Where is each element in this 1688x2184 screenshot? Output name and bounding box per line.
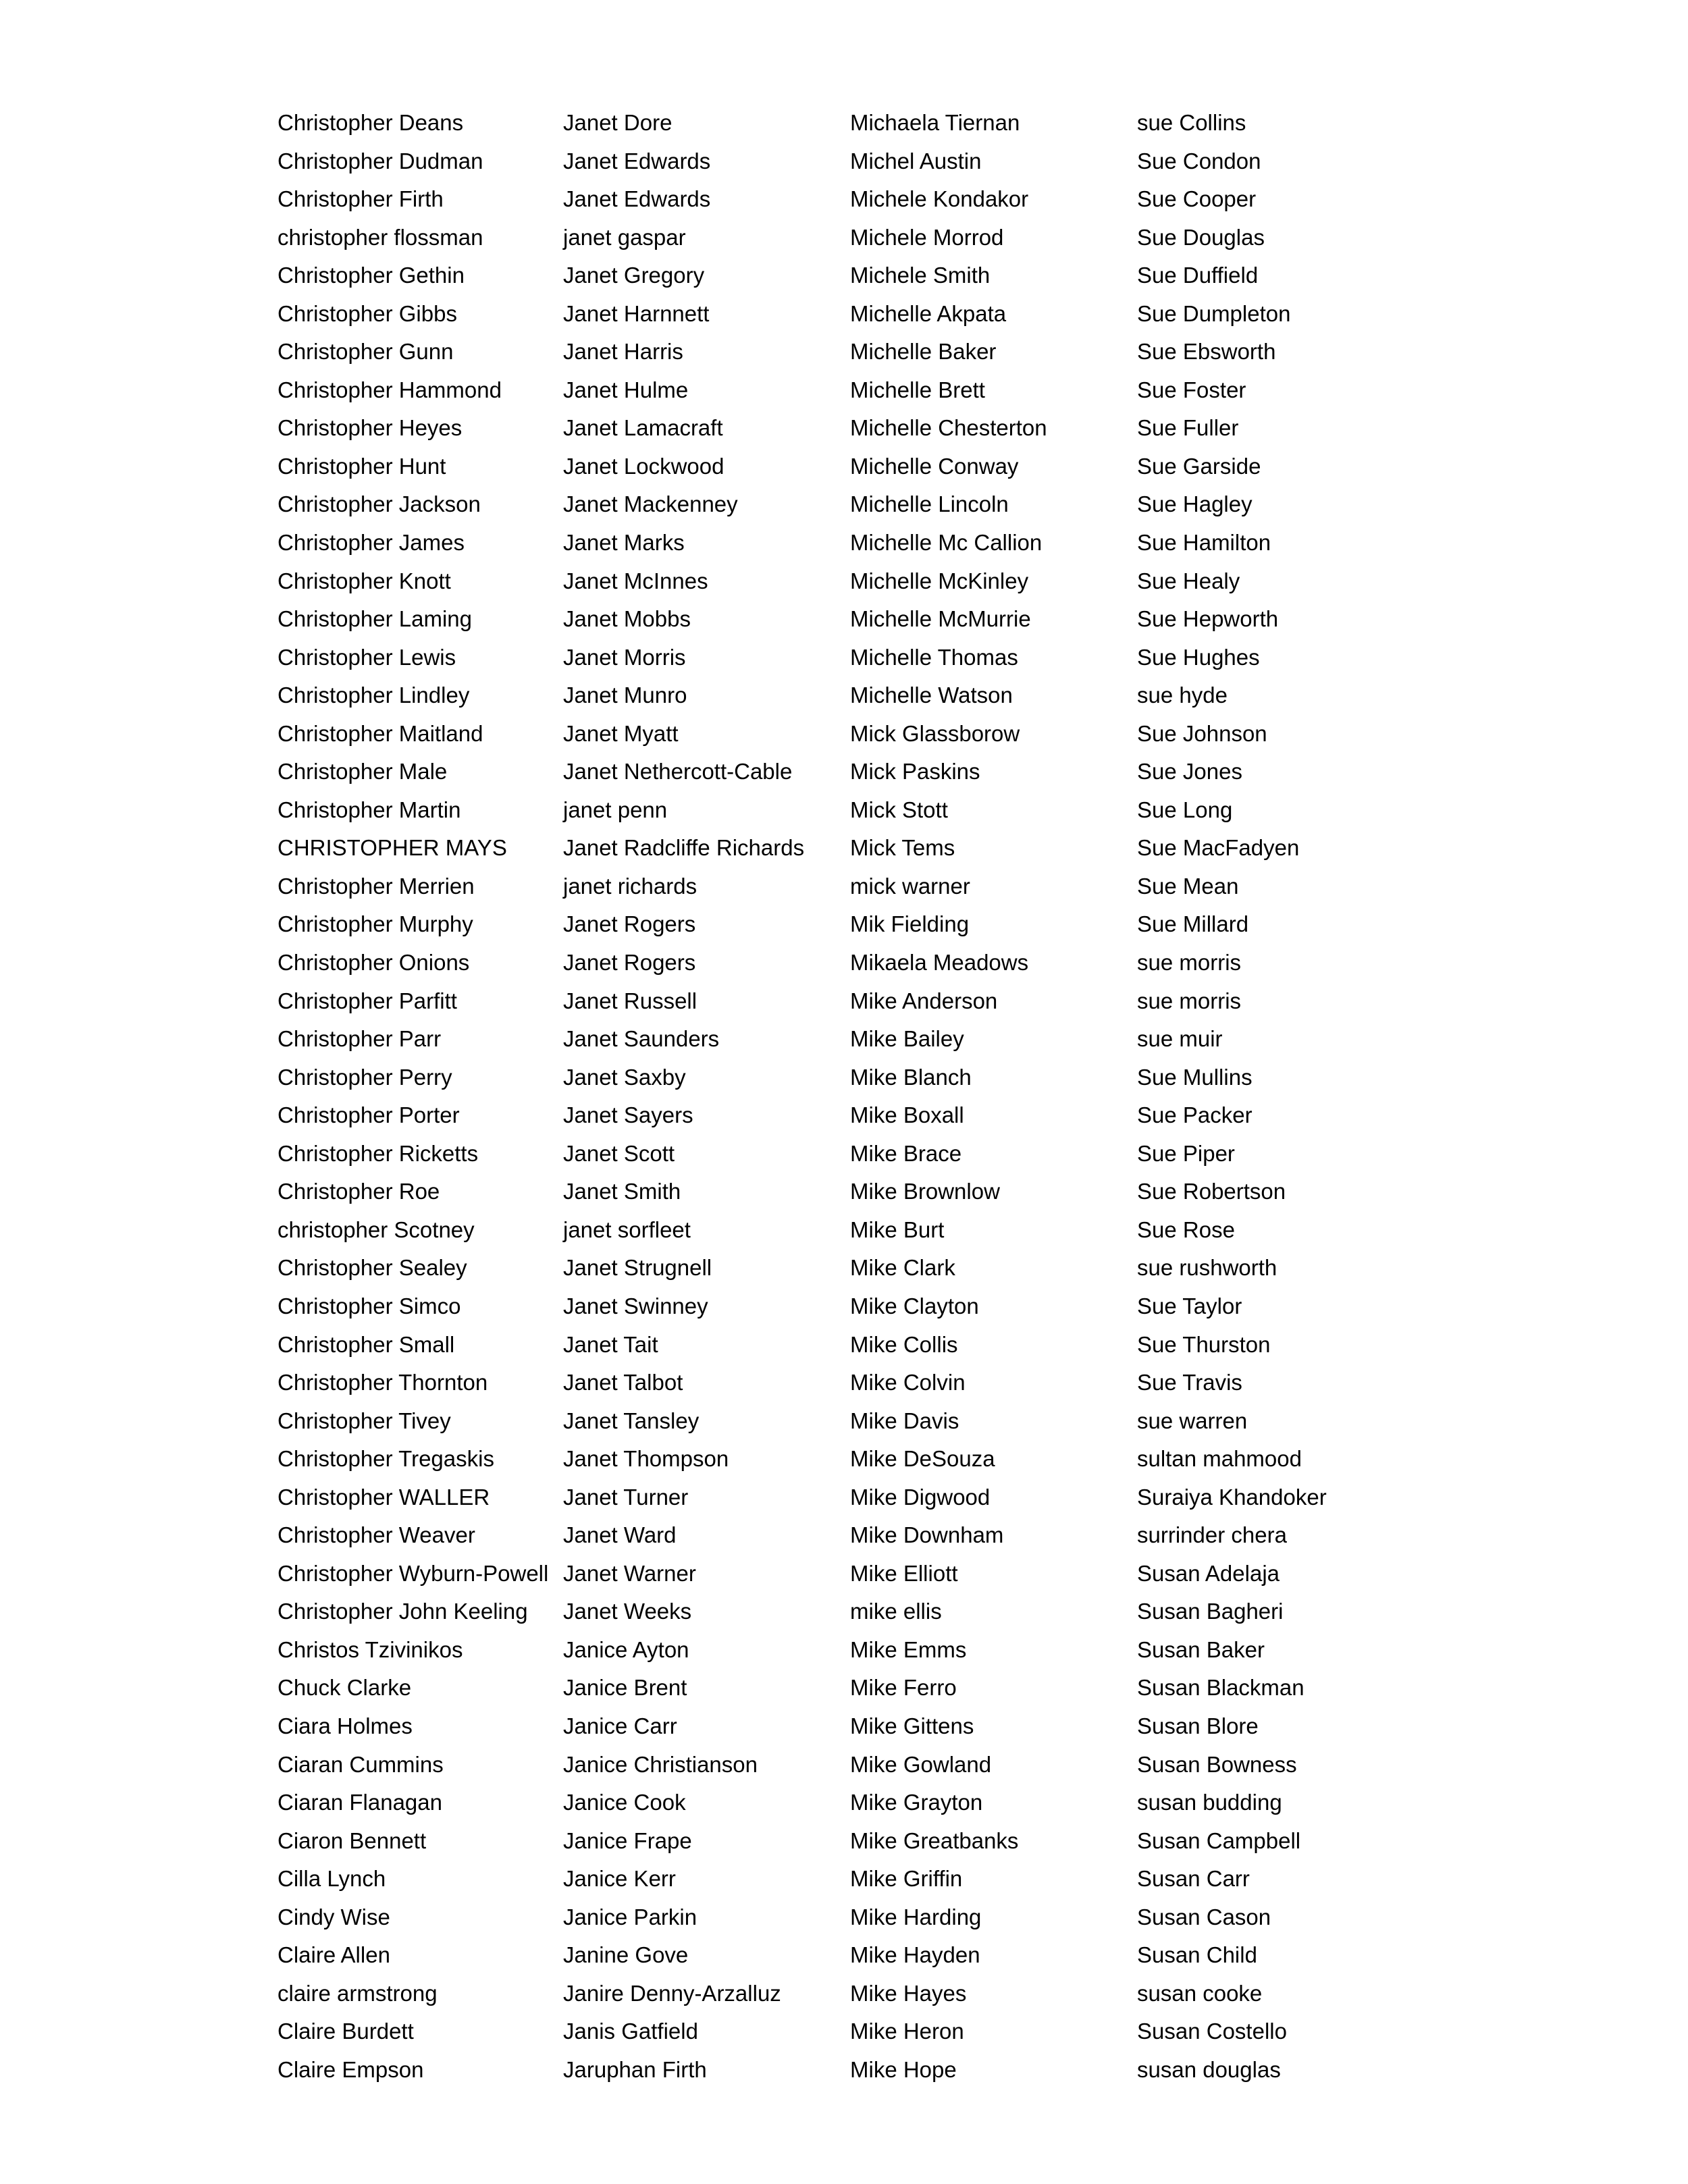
name-entry: Sue Hamilton	[1137, 530, 1271, 556]
name-entry: janet penn	[563, 797, 668, 822]
name-entry: Michelle Baker	[850, 339, 997, 365]
name-entry: Mike Hayes	[850, 1980, 967, 2006]
name-entry: Ciaran Cummins	[278, 1751, 444, 1777]
name-entry: Christopher Maitland	[278, 720, 483, 746]
name-entry: Janet Smith	[563, 1179, 681, 1204]
name-entry: sue muir	[1137, 1026, 1223, 1052]
name-entry: Mike Burt	[850, 1217, 945, 1242]
name-entry: Susan Blore	[1137, 1713, 1259, 1738]
name-entry: Sue Long	[1137, 797, 1233, 822]
name-entry: Sue Rose	[1137, 1217, 1235, 1242]
name-entry: Christopher Parr	[278, 1026, 442, 1052]
name-entry: Sue Mullins	[1137, 1064, 1252, 1090]
name-entry: Sue Mean	[1137, 873, 1239, 899]
name-entry: Sue Cooper	[1137, 186, 1257, 212]
name-entry: sue warren	[1137, 1408, 1248, 1433]
name-entry: Janire Denny-Arzalluz	[563, 1980, 781, 2006]
name-entry: sultan mahmood	[1137, 1446, 1302, 1472]
name-entry: surrinder chera	[1137, 1522, 1287, 1548]
name-entry: Janet Thompson	[563, 1446, 729, 1472]
name-entry: Janet Scott	[563, 1140, 675, 1166]
name-entry: Sue Piper	[1137, 1140, 1235, 1166]
name-entry: Janet Morris	[563, 644, 686, 670]
name-entry: Janice Ayton	[563, 1636, 689, 1662]
name-entry: Mike Hayden	[850, 1942, 980, 1968]
name-entry: Christopher Martin	[278, 797, 461, 822]
name-entry: Janet Hulme	[563, 377, 689, 402]
name-entry: Janet Ward	[563, 1522, 677, 1548]
name-entry: Claire Allen	[278, 1942, 390, 1968]
name-entry: Mick Stott	[850, 797, 948, 822]
name-entry: Mike Elliott	[850, 1560, 958, 1586]
name-entry: Janet Strugnell	[563, 1255, 712, 1281]
name-entry: Mike Colvin	[850, 1370, 966, 1395]
name-entry: sue morris	[1137, 988, 1242, 1013]
name-entry: Janet Rogers	[563, 911, 696, 937]
name-entry: Sue Hagley	[1137, 491, 1252, 517]
name-entry: Christopher Firth	[278, 186, 444, 212]
name-entry: Mike Griffin	[850, 1866, 963, 1892]
name-entry: Sue Condon	[1137, 148, 1261, 174]
name-entry: Mike Emms	[850, 1636, 967, 1662]
name-entry: Jaruphan Firth	[563, 2056, 707, 2082]
name-entry: Janet Tansley	[563, 1408, 700, 1433]
name-entry: Mike Gowland	[850, 1751, 992, 1777]
name-entry: Chuck Clarke	[278, 1675, 412, 1701]
name-entry: Mike Gittens	[850, 1713, 974, 1738]
name-entry: Christopher Merrien	[278, 873, 475, 899]
name-entry: Susan Bagheri	[1137, 1599, 1284, 1624]
name-entry: Christopher Simco	[278, 1293, 461, 1319]
name-entry: Susan Cason	[1137, 1904, 1271, 1929]
name-entry: Christopher Gethin	[278, 263, 465, 288]
name-entry: Mike Brownlow	[850, 1179, 1000, 1204]
name-entry: Janet Saxby	[563, 1064, 686, 1090]
name-entry: Michelle Watson	[850, 683, 1013, 708]
name-entry: Ciara Holmes	[278, 1713, 413, 1738]
name-entry: Janet Harris	[563, 339, 683, 365]
name-entry: Janice Christianson	[563, 1751, 758, 1777]
name-entry: Christopher Onions	[278, 950, 470, 976]
name-entry: Mick Glassborow	[850, 720, 1020, 746]
name-entry: Sue Taylor	[1137, 1293, 1242, 1319]
name-entry: Sue Dumpleton	[1137, 300, 1291, 326]
name-entry: Suraiya Khandoker	[1137, 1484, 1327, 1510]
name-entry: Sue Millard	[1137, 911, 1249, 937]
name-entry: Ciaran Flanagan	[278, 1790, 442, 1815]
name-entry: sue morris	[1137, 950, 1242, 976]
name-entry: Janis Gatfield	[563, 2019, 698, 2044]
name-entry: Janice Parkin	[563, 1904, 697, 1929]
name-entry: Christopher Deans	[278, 110, 464, 135]
name-column-3	[850, 104, 1134, 2089]
name-entry: Janet Weeks	[563, 1599, 692, 1624]
name-entry: Janet Swinney	[563, 1293, 708, 1319]
name-entry: Christopher Hunt	[278, 453, 446, 479]
name-entry: Janet Sayers	[563, 1102, 693, 1128]
name-entry: Janice Cook	[563, 1790, 686, 1815]
name-entry: Mike Brace	[850, 1140, 962, 1166]
name-entry: Christopher Thornton	[278, 1370, 488, 1395]
name-entry: mike ellis	[850, 1599, 942, 1624]
name-entry: Janet Dore	[563, 110, 672, 135]
name-entry: Michelle Conway	[850, 453, 1019, 479]
name-entry: Christopher Laming	[278, 606, 472, 632]
name-entry: Janet Saunders	[563, 1026, 720, 1052]
name-entry: Mike Clayton	[850, 1293, 979, 1319]
name-entry: CHRISTOPHER MAYS	[278, 835, 507, 861]
name-entry: mick warner	[850, 873, 970, 899]
name-entry: Janet Warner	[563, 1560, 696, 1586]
name-entry: Janet Munro	[563, 683, 687, 708]
name-entry: Janet Mobbs	[563, 606, 691, 632]
name-entry: Sue Ebsworth	[1137, 339, 1276, 365]
name-entry: Susan Baker	[1137, 1636, 1265, 1662]
name-entry: Sue Foster	[1137, 377, 1246, 402]
name-entry: Susan Adelaja	[1137, 1560, 1280, 1586]
name-entry: Mike Davis	[850, 1408, 959, 1433]
name-entry: Janet Edwards	[563, 148, 711, 174]
name-entry: Janet Turner	[563, 1484, 689, 1510]
name-entry: Mike Greatbanks	[850, 1828, 1019, 1853]
name-entry: Sue MacFadyen	[1137, 835, 1300, 861]
name-entry: Janine Gove	[563, 1942, 689, 1968]
name-entry: Christopher Porter	[278, 1102, 460, 1128]
name-entry: Susan Campbell	[1137, 1828, 1301, 1853]
name-entry: Michele Smith	[850, 263, 991, 288]
name-entry: sue Collins	[1137, 110, 1246, 135]
name-entry: christopher flossman	[278, 224, 483, 250]
name-entry: Christopher Jackson	[278, 491, 481, 517]
name-entry: Michaela Tiernan	[850, 110, 1020, 135]
name-entry: susan douglas	[1137, 2056, 1281, 2082]
name-column-1	[278, 104, 561, 2089]
name-entry: Christopher Wyburn-Powell	[278, 1560, 549, 1586]
name-entry: Sue Douglas	[1137, 224, 1265, 250]
name-entry: Sue Duffield	[1137, 263, 1259, 288]
name-entry: Christopher Hammond	[278, 377, 502, 402]
name-entry: Janet Radcliffe Richards	[563, 835, 805, 861]
name-entry: Mike Blanch	[850, 1064, 972, 1090]
name-entry: susan cooke	[1137, 1980, 1263, 2006]
name-entry: Christopher Knott	[278, 568, 451, 593]
name-entry: sue rushworth	[1137, 1255, 1277, 1281]
name-entry: Christopher Dudman	[278, 148, 483, 174]
name-entry: Christopher Perry	[278, 1064, 452, 1090]
name-entry: Janice Carr	[563, 1713, 677, 1738]
name-entry: Claire Empson	[278, 2056, 424, 2082]
name-entry: Michele Kondakor	[850, 186, 1029, 212]
name-entry: Christos Tzivinikos	[278, 1636, 463, 1662]
name-entry: Sue Healy	[1137, 568, 1240, 593]
name-entry: Claire Burdett	[278, 2019, 414, 2044]
name-entry: Sue Jones	[1137, 759, 1242, 784]
name-entry: Christopher Tregaskis	[278, 1446, 494, 1472]
name-entry: claire armstrong	[278, 1980, 438, 2006]
name-entry: Christopher Parfitt	[278, 988, 457, 1013]
name-entry: Mike Heron	[850, 2019, 964, 2044]
name-entry: Janet Lamacraft	[563, 415, 723, 441]
name-entry: Mike Boxall	[850, 1102, 964, 1128]
name-entry: Ciaron Bennett	[278, 1828, 427, 1853]
name-entry: Sue Hughes	[1137, 644, 1260, 670]
name-entry: Christopher Small	[278, 1331, 455, 1357]
name-entry: Mik Fielding	[850, 911, 970, 937]
name-entry: Sue Packer	[1137, 1102, 1252, 1128]
name-entry: Mick Paskins	[850, 759, 980, 784]
name-entry: Christopher Gibbs	[278, 300, 457, 326]
name-entry: Christopher Lindley	[278, 683, 470, 708]
name-entry: Michelle Brett	[850, 377, 985, 402]
name-entry: Cilla Lynch	[278, 1866, 386, 1892]
name-entry: Michelle McKinley	[850, 568, 1029, 593]
name-entry: Mick Tems	[850, 835, 955, 861]
name-entry: Michelle Thomas	[850, 644, 1018, 670]
name-column-4	[1137, 104, 1421, 2089]
name-entry: Sue Garside	[1137, 453, 1261, 479]
name-entry: Mike DeSouza	[850, 1446, 995, 1472]
name-entry: Sue Robertson	[1137, 1179, 1286, 1204]
name-entry: Sue Hepworth	[1137, 606, 1279, 632]
name-entry: Mike Clark	[850, 1255, 955, 1281]
name-entry: Michelle Mc Callion	[850, 530, 1043, 556]
name-entry: Janet Myatt	[563, 720, 679, 746]
name-entry: Sue Fuller	[1137, 415, 1239, 441]
name-entry: Mike Downham	[850, 1522, 1004, 1548]
name-entry: Susan Carr	[1137, 1866, 1250, 1892]
name-entry: Christopher Ricketts	[278, 1140, 479, 1166]
name-entry: Christopher WALLER	[278, 1484, 490, 1510]
name-entry: Christopher Weaver	[278, 1522, 475, 1548]
name-entry: Janet Talbot	[563, 1370, 683, 1395]
name-entry: Janet Rogers	[563, 950, 696, 976]
name-entry: Michele Morrod	[850, 224, 1004, 250]
name-entry: Janice Kerr	[563, 1866, 676, 1892]
name-entry: Janet Nethercott-Cable	[563, 759, 793, 784]
name-entry: janet gaspar	[563, 224, 686, 250]
name-entry: Mike Collis	[850, 1331, 958, 1357]
name-entry: Susan Child	[1137, 1942, 1257, 1968]
name-entry: Christopher John Keeling	[278, 1599, 528, 1624]
name-entry: sue hyde	[1137, 683, 1228, 708]
name-entry: Christopher Male	[278, 759, 448, 784]
name-entry: Michelle McMurrie	[850, 606, 1031, 632]
name-entry: Susan Blackman	[1137, 1675, 1304, 1701]
name-entry: janet sorfleet	[563, 1217, 691, 1242]
name-entry: Mikaela Meadows	[850, 950, 1029, 976]
name-entry: Mike Ferro	[850, 1675, 957, 1701]
name-entry: Mike Harding	[850, 1904, 982, 1929]
name-entry: Janet Edwards	[563, 186, 711, 212]
name-entry: Michel Austin	[850, 148, 982, 174]
name-entry: Christopher Tivey	[278, 1408, 451, 1433]
name-entry: Michelle Lincoln	[850, 491, 1009, 517]
name-entry: Mike Grayton	[850, 1790, 983, 1815]
name-entry: Christopher Lewis	[278, 644, 456, 670]
name-entry: Michelle Chesterton	[850, 415, 1047, 441]
name-entry: Sue Thurston	[1137, 1331, 1271, 1357]
name-entry: Christopher Heyes	[278, 415, 463, 441]
name-entry: Janet McInnes	[563, 568, 708, 593]
name-entry: Susan Bowness	[1137, 1751, 1297, 1777]
name-entry: Christopher Gunn	[278, 339, 454, 365]
name-entry: Janet Harnnett	[563, 300, 710, 326]
name-entry: Mike Anderson	[850, 988, 998, 1013]
name-entry: Michelle Akpata	[850, 300, 1007, 326]
name-entry: Christopher Roe	[278, 1179, 440, 1204]
name-entry: Mike Hope	[850, 2056, 957, 2082]
name-entry: christopher Scotney	[278, 1217, 475, 1242]
name-entry: Janice Brent	[563, 1675, 687, 1701]
name-entry: Susan Costello	[1137, 2019, 1287, 2044]
name-entry: Janet Marks	[563, 530, 685, 556]
name-entry: Christopher James	[278, 530, 465, 556]
name-entry: janet richards	[563, 873, 697, 899]
name-entry: Janice Frape	[563, 1828, 692, 1853]
name-entry: Janet Mackenney	[563, 491, 738, 517]
name-column-2	[563, 104, 847, 2089]
name-entry: Sue Johnson	[1137, 720, 1267, 746]
name-entry: Sue Travis	[1137, 1370, 1242, 1395]
name-entry: Janet Tait	[563, 1331, 658, 1357]
name-entry: Cindy Wise	[278, 1904, 390, 1929]
name-entry: Janet Lockwood	[563, 453, 724, 479]
name-entry: Mike Bailey	[850, 1026, 964, 1052]
name-entry: Janet Gregory	[563, 263, 705, 288]
name-entry: Janet Russell	[563, 988, 697, 1013]
name-entry: Christopher Sealey	[278, 1255, 467, 1281]
name-entry: Mike Digwood	[850, 1484, 991, 1510]
name-entry: Christopher Murphy	[278, 911, 473, 937]
name-entry: susan budding	[1137, 1790, 1282, 1815]
